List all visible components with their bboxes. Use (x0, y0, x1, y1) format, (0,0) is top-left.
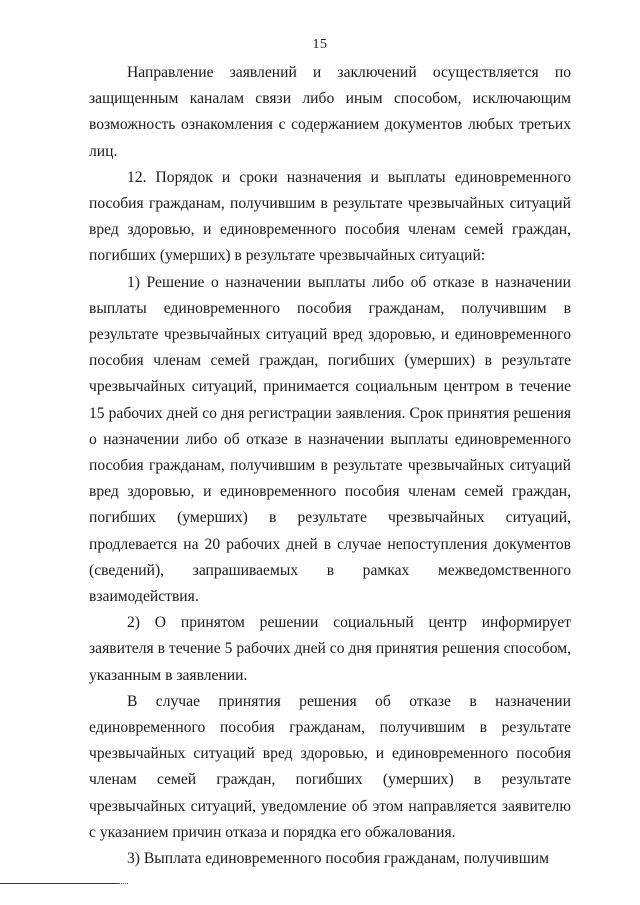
footer-rule-dots (118, 883, 128, 884)
paragraph-item-1-decision: 1) Решение о назначении выплаты либо об отказе в назначении выплаты единовременного пособия гражданам, получившим в результате чрезвычайных ситуаций вред здоровью, и единовременного пособия членам семей граждан, погибших (умерших) в результате чрезвычайных ситуаций, принимается социальным центром в течение 15 рабочих дней со дня регистрации заявления. Срок принятия решения о назначении либо об отказе в назначении выплаты единовременного пособия гражданам, получившим в результате чрезвычайных ситуаций вред здоровью, и единовременного пособия членам семей граждан, погибших (умерших) в результате чрезвычайных ситуаций, продлевается на 20 рабочих дней в случае непоступления документов (сведений), запрашиваемых в рамках межведомственного взаимодействия. (89, 273, 571, 606)
document-body (89, 60, 571, 872)
paragraph-section-12-heading: 12. Порядок и сроки назначения и выплаты единовременного пособия гражданам, получившим в результате чрезвычайных ситуаций вред здоровью, и единовременного пособия членам семей граждан, погибших (умерших) в результате чрезвычайных ситуаций: (89, 168, 571, 265)
page-number: 15 (312, 37, 328, 52)
paragraph-item-2-notification: 2) О принятом решении социальный центр информирует заявителя в течение 5 рабочих дней со дня принятия решения способом, указанным в заявлении. (89, 614, 571, 684)
paragraph-transmission: Направление заявлений и заключений осуществляется по защищенным каналам связи либо иным способом, исключающим возможность ознакомления с содержанием документов любых третьих лиц. (89, 64, 571, 160)
paragraph-item-3-payment: 3) Выплата единовременного пособия гражданам, получившим (127, 850, 549, 868)
paragraph-refusal: В случае принятия решения об отказе в назначении единовременного пособия гражданам, получившим в результате чрезвычайных ситуаций вред здоровью, и единовременного пособия членам семей граждан, погибших (умерших) в результате чрезвычайных ситуаций, уведомление об этом направляется заявителю с указанием причин отказа и порядка его обжалования. (89, 692, 571, 841)
footer-rule (0, 883, 118, 884)
